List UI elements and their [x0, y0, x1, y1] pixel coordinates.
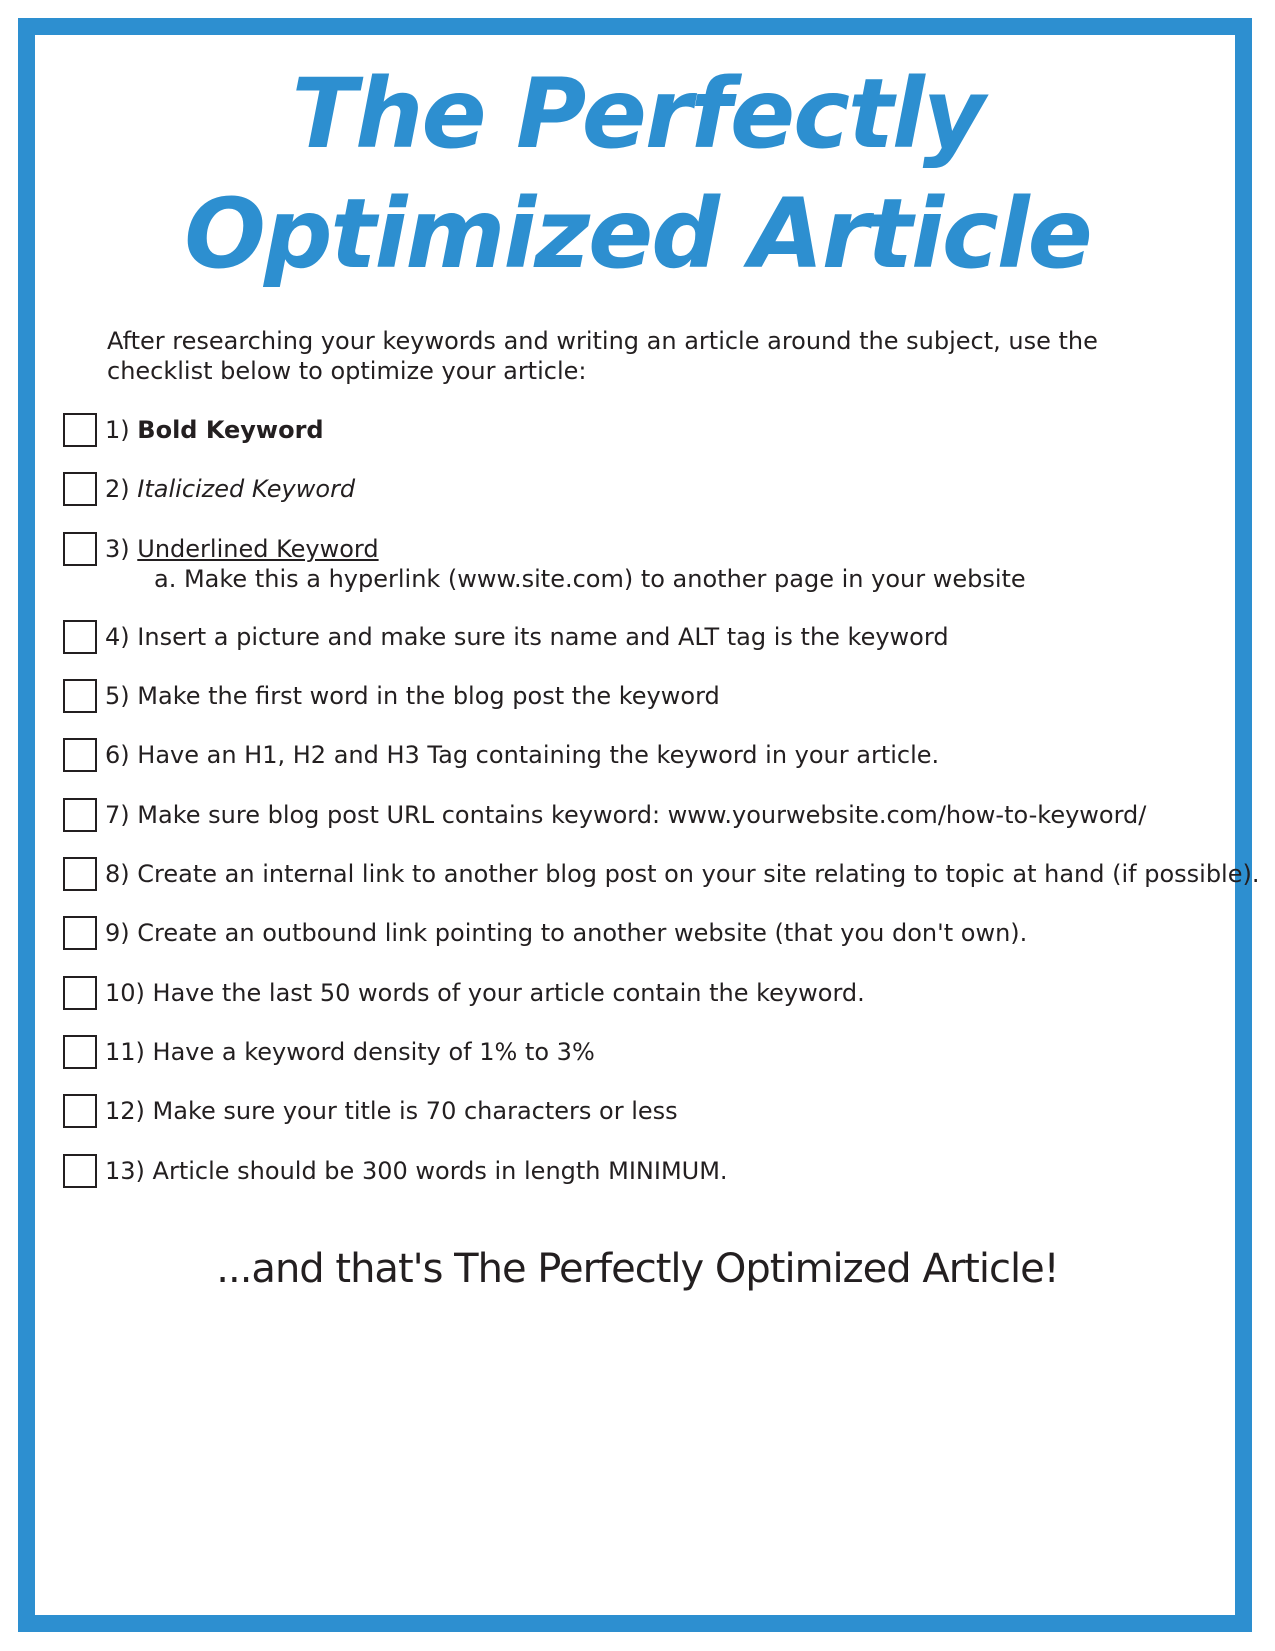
title-line-1: The Perfectly [291, 58, 984, 170]
item-label: Make the first word in the blog post the keyword [137, 682, 720, 710]
checkbox[interactable] [63, 738, 97, 772]
checkbox[interactable] [63, 976, 97, 1010]
checkbox[interactable] [63, 679, 97, 713]
item-label: Italicized Keyword [137, 475, 356, 503]
item-label: Have an H1, H2 and H3 Tag containing the keyword in your article. [137, 741, 940, 769]
item-label: Underlined Keyword [137, 535, 379, 563]
item-label: Have the last 50 words of your article contain the keyword. [152, 979, 865, 1007]
item-number: 10) [105, 979, 145, 1007]
checkbox[interactable] [63, 798, 97, 832]
item-text [105, 1156, 728, 1186]
item-text [105, 415, 324, 445]
item-number: 12) [105, 1097, 145, 1125]
intro-paragraph: After researching your keywords and writing an article around the subject, use the checklist below to optimize your article: [107, 327, 1098, 385]
item-text [105, 800, 1146, 830]
title-line-2: Optimized Article [184, 178, 1091, 290]
checkbox[interactable] [63, 1035, 97, 1069]
checkbox[interactable] [63, 532, 97, 566]
checklist-subitem-3a: a. Make this a hyperlink (www.site.com) to another page in your website [154, 565, 1026, 593]
item-label: Create an outbound link pointing to another website (that you don't own). [137, 919, 1028, 947]
item-number: 13) [105, 1157, 145, 1185]
item-label: Create an internal link to another blog post on your site relating to topic at hand (if possible). [137, 860, 1260, 888]
item-label: Make sure your title is 70 characters or less [152, 1097, 678, 1125]
item-number: 9) [105, 919, 130, 947]
item-text [105, 1037, 595, 1067]
item-text [105, 1096, 678, 1126]
item-text [105, 681, 720, 711]
checkbox[interactable] [63, 620, 97, 654]
item-label: Bold Keyword [137, 416, 324, 444]
item-number: 4) [105, 623, 130, 651]
item-text [105, 474, 355, 504]
item-number: 5) [105, 682, 130, 710]
item-label: Make sure blog post URL contains keyword: www.yourwebsite.com/how-to-keyword/ [137, 801, 1147, 829]
item-label: Insert a picture and make sure its name and ALT tag is the keyword [137, 623, 949, 651]
item-text [105, 978, 865, 1008]
item-number: 3) [105, 535, 130, 563]
checkbox[interactable] [63, 413, 97, 447]
item-text [105, 918, 1027, 948]
item-label: Have a keyword density of 1% to 3% [152, 1038, 595, 1066]
item-number: 2) [105, 475, 130, 503]
checkbox[interactable] [63, 1154, 97, 1188]
item-text [105, 622, 949, 652]
item-number: 7) [105, 801, 130, 829]
checkbox[interactable] [63, 916, 97, 950]
item-number: 8) [105, 860, 130, 888]
closing-statement: ...and that's The Perfectly Optimized Article! [216, 1246, 1059, 1292]
item-label: Article should be 300 words in length MINIMUM. [152, 1157, 728, 1185]
checkbox[interactable] [63, 857, 97, 891]
item-number: 6) [105, 741, 130, 769]
item-number: 11) [105, 1038, 145, 1066]
item-text [105, 740, 939, 770]
item-number: 1) [105, 416, 130, 444]
item-text [105, 534, 379, 564]
checkbox[interactable] [63, 1094, 97, 1128]
item-text [105, 859, 1259, 889]
checkbox[interactable] [63, 472, 97, 506]
